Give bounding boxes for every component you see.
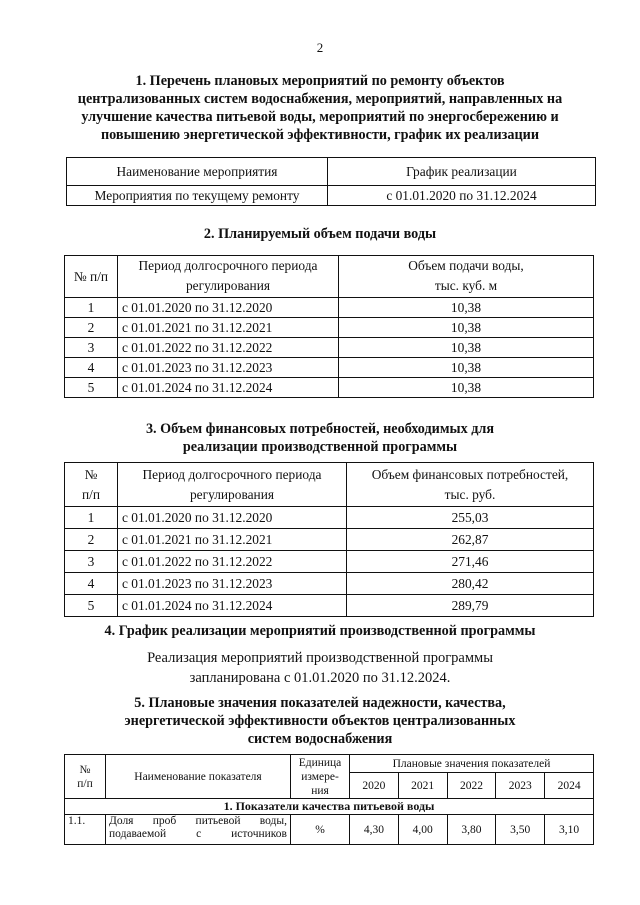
- section4-title: 4. График реализации мероприятий производственной программы: [104, 623, 536, 639]
- header-year: 2020: [350, 773, 399, 799]
- section1-title: [0, 72, 640, 144]
- header-period: [118, 463, 347, 507]
- table-row: [65, 318, 594, 338]
- section1-title-line: улучшение качества питьевой воды, мероприятий по энергосбережению и: [81, 109, 559, 125]
- row-indicator-name: [106, 815, 291, 845]
- row-volume: 10,38: [339, 338, 594, 358]
- row-period: с 01.01.2022 по 31.12.2022: [118, 551, 347, 573]
- header-financial-needs-line: Объем финансовых потребностей,: [371, 466, 569, 482]
- row-value: 3,10: [545, 815, 594, 845]
- table-row: [65, 551, 594, 573]
- row-financial-needs: 271,46: [347, 551, 594, 573]
- row-number: 5: [65, 378, 118, 398]
- row-period: с 01.01.2020 по 31.12.2020: [118, 298, 339, 318]
- row-number: 2: [65, 529, 118, 551]
- table-row: [67, 186, 596, 206]
- header-unit-line: измере-: [301, 770, 339, 783]
- page-number: 2: [316, 40, 324, 55]
- header-number-line: п/п: [77, 777, 93, 790]
- section5-title-line: энергетической эффективности объектов централизованных: [124, 713, 516, 729]
- row-value: 3,80: [447, 815, 496, 845]
- row-number: 4: [65, 573, 118, 595]
- row-value: 4,30: [350, 815, 399, 845]
- header-year: 2022: [447, 773, 496, 799]
- header-period: [118, 256, 339, 298]
- table-row: [65, 815, 594, 845]
- section3-title-line: 3. Объем финансовых потребностей, необходимых для: [145, 421, 495, 437]
- row-number: 1: [65, 507, 118, 529]
- group-title: 1. Показатели качества питьевой воды: [65, 799, 594, 815]
- row-period: с 01.01.2020 по 31.12.2020: [118, 507, 347, 529]
- row-number: 2: [65, 318, 118, 338]
- header-schedule: График реализации: [328, 158, 596, 186]
- water-supply-table: [64, 255, 594, 398]
- header-activity-name: Наименование мероприятия: [67, 158, 328, 186]
- row-period: с 01.01.2024 по 31.12.2024: [118, 378, 339, 398]
- table-row: [65, 358, 594, 378]
- table-row: [65, 529, 594, 551]
- row-indicator-name-line: Доля проб питьевой воды,: [109, 815, 287, 827]
- header-number: № п/п: [65, 256, 118, 298]
- header-year: 2023: [496, 773, 545, 799]
- section5-title-line: 5. Плановые значения показателей надежности, качества,: [134, 695, 506, 711]
- header-unit: [291, 755, 350, 799]
- section4-text: [0, 648, 640, 688]
- row-number: 3: [65, 551, 118, 573]
- row-period: с 01.01.2022 по 31.12.2022: [118, 338, 339, 358]
- section5-title: [0, 694, 640, 748]
- header-period-line: регулирования: [189, 486, 275, 502]
- section1-title-line: централизованных систем водоснабжения, мероприятий, направленных на: [77, 91, 563, 107]
- row-financial-needs: 262,87: [347, 529, 594, 551]
- row-number: 3: [65, 338, 118, 358]
- header-volume: [339, 256, 594, 298]
- header-volume-line: тыс. куб. м: [434, 278, 498, 293]
- section3-title: [0, 420, 640, 456]
- row-volume: 10,38: [339, 358, 594, 378]
- table-row: [65, 507, 594, 529]
- table-row: [65, 573, 594, 595]
- row-indicator-name-line: подаваемой с источников: [109, 828, 287, 840]
- row-volume: 10,38: [339, 298, 594, 318]
- row-period: с 01.01.2023 по 31.12.2023: [118, 358, 339, 378]
- header-unit-line: Единица: [298, 756, 342, 769]
- row-number: 1.1.: [65, 815, 106, 845]
- header-number: [65, 463, 118, 507]
- indicators-table: [64, 754, 594, 845]
- row-financial-needs: 289,79: [347, 595, 594, 617]
- section1-title-line: 1. Перечень плановых мероприятий по ремонту объектов: [135, 73, 505, 89]
- header-number-line: п/п: [81, 486, 101, 502]
- header-financial-needs-line: тыс. руб.: [444, 486, 496, 502]
- section4-text-line: запланирована с 01.01.2020 по 31.12.2024.: [189, 670, 451, 686]
- header-number: [65, 755, 106, 799]
- row-financial-needs: 280,42: [347, 573, 594, 595]
- header-period-line: регулирования: [185, 278, 271, 293]
- section3-title-line: реализации производственной программы: [182, 439, 458, 455]
- activities-table: [66, 157, 596, 206]
- section1-title-line: повышению энергетической эффективности, график их реализации: [101, 127, 539, 143]
- row-volume: 10,38: [339, 378, 594, 398]
- table-row: [65, 338, 594, 358]
- header-period-line: Период долгосрочного периода: [138, 258, 318, 273]
- row-financial-needs: 255,03: [347, 507, 594, 529]
- header-number-line: №: [84, 466, 98, 482]
- header-period-line: Период долгосрочного периода: [142, 466, 322, 482]
- row-volume: 10,38: [339, 318, 594, 338]
- header-volume-line: Объем подачи воды,: [408, 258, 524, 273]
- row-number: 1: [65, 298, 118, 318]
- row-period: с 01.01.2021 по 31.12.2021: [118, 529, 347, 551]
- header-financial-needs: [347, 463, 594, 507]
- row-value: 3,50: [496, 815, 545, 845]
- row-period: с 01.01.2021 по 31.12.2021: [118, 318, 339, 338]
- row-unit: %: [291, 815, 350, 845]
- activity-name: Мероприятия по текущему ремонту: [67, 186, 328, 206]
- row-period: с 01.01.2023 по 31.12.2023: [118, 573, 347, 595]
- section4-text-line: Реализация мероприятий производственной программы: [147, 650, 493, 666]
- header-year: 2021: [398, 773, 447, 799]
- header-indicator-name: Наименование показателя: [106, 755, 291, 799]
- row-number: 5: [65, 595, 118, 617]
- header-planned-values: Плановые значения показателей: [350, 755, 594, 773]
- section5-title-line: систем водоснабжения: [247, 731, 393, 747]
- table-row: [65, 298, 594, 318]
- section2-title: 2. Планируемый объем подачи воды: [203, 226, 437, 242]
- row-value: 4,00: [398, 815, 447, 845]
- header-number-line: №: [79, 763, 91, 776]
- table-row: [65, 378, 594, 398]
- activity-schedule: с 01.01.2020 по 31.12.2024: [328, 186, 596, 206]
- header-unit-line: ния: [311, 784, 329, 797]
- financial-needs-table: [64, 462, 594, 617]
- table-row: [65, 595, 594, 617]
- header-year: 2024: [545, 773, 594, 799]
- row-period: с 01.01.2024 по 31.12.2024: [118, 595, 347, 617]
- row-number: 4: [65, 358, 118, 378]
